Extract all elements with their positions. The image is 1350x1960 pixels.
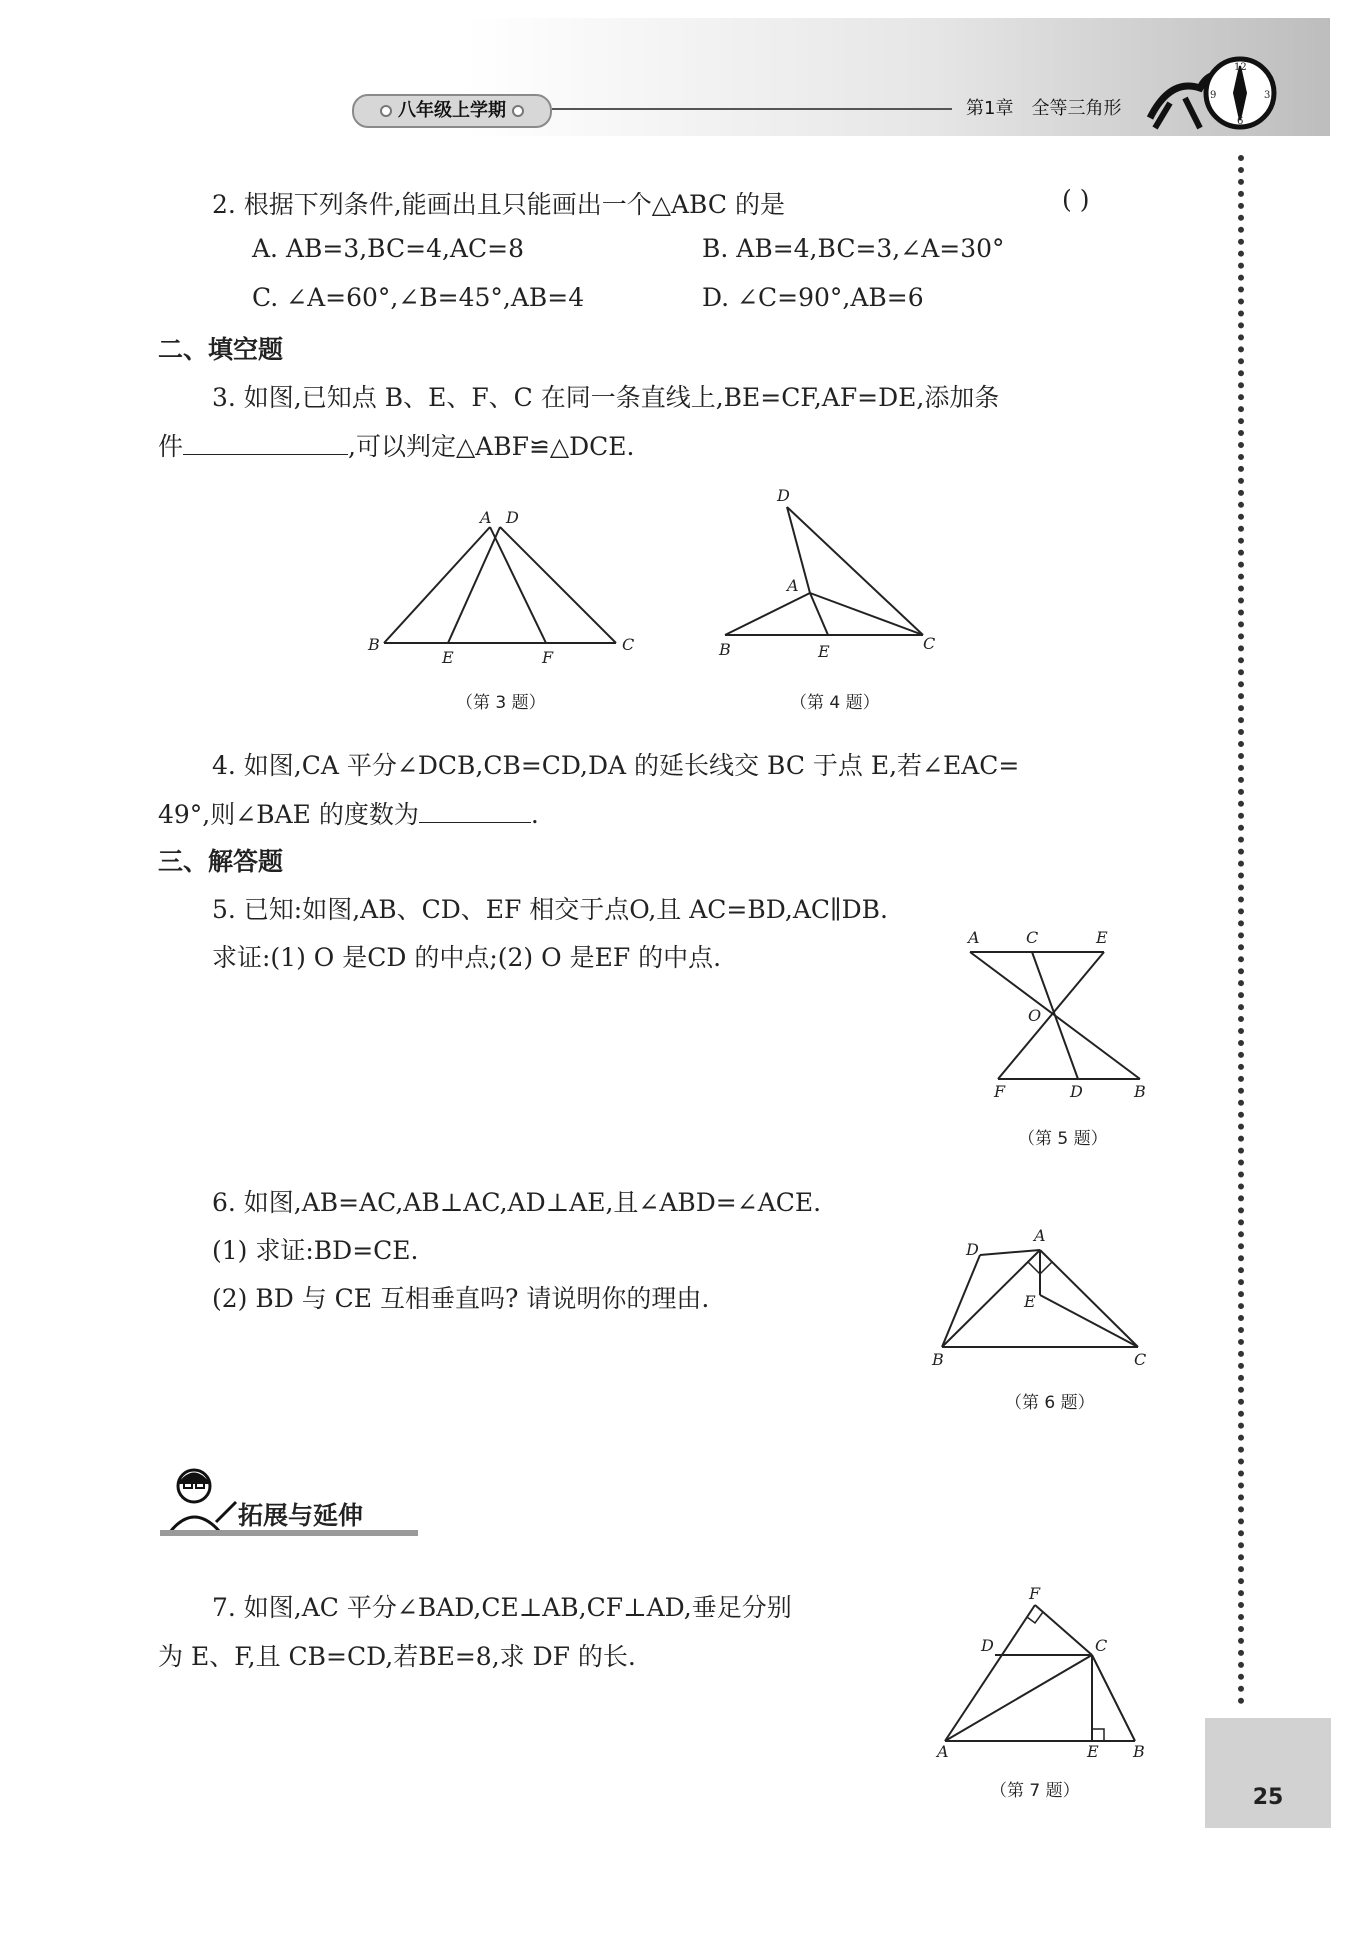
label-d: D [1070, 1082, 1083, 1101]
svg-text:9: 9 [1210, 90, 1217, 101]
q2-option-d: D. ∠C=90°,AB=6 [702, 283, 924, 312]
caption-q5: （第 5 题） [1018, 1129, 1108, 1149]
q3-line2-pre: 件 [158, 432, 184, 461]
page-number: 25 [1252, 1785, 1284, 1810]
caption-q3: （第 3 题） [456, 693, 546, 713]
caption-q6: （第 6 题） [1005, 1393, 1095, 1413]
segment-ac [945, 1655, 1092, 1741]
label-b: B [719, 640, 731, 659]
segment-cb [1092, 1655, 1135, 1741]
q4-answer-blank[interactable] [419, 800, 531, 823]
label-d: D [966, 1240, 979, 1259]
segment-ac [810, 593, 923, 635]
caption-q4: （第 4 题） [790, 693, 880, 713]
segment-ac [1040, 1250, 1138, 1347]
section-solve: 三、解答题 [158, 847, 284, 876]
figure-q5 [960, 925, 1160, 1100]
svg-text:12: 12 [1234, 62, 1247, 73]
figure-q7 [935, 1585, 1155, 1760]
q2-option-c: C. ∠A=60°,∠B=45°,AB=4 [252, 283, 585, 312]
segment-dc [787, 507, 923, 635]
q4-line1: 4. 如图,CA 平分∠DCB,CB=CD,DA 的延长线交 BC 于点 E,若∠EAC= [212, 751, 1020, 780]
q4-line2-pre: 49°,则∠BAE 的度数为 [158, 800, 419, 829]
label-c: C [1134, 1350, 1147, 1369]
caption-q7: （第 7 题） [990, 1781, 1080, 1801]
extension-underline [160, 1530, 418, 1536]
section-fill-in: 二、填空题 [158, 335, 284, 364]
label-b: B [1133, 1742, 1145, 1761]
q5-line2: 求证:(1) O 是CD 的中点;(2) O 是EF 的中点. [212, 943, 722, 972]
label-a: A [1034, 1226, 1046, 1245]
label-a: A [937, 1742, 949, 1761]
q3-line2 [158, 427, 635, 463]
label-d: D [777, 486, 790, 505]
dot-icon [512, 105, 524, 117]
label-a: A [968, 928, 980, 947]
label-c: C [1095, 1636, 1108, 1655]
label-d: D [981, 1636, 994, 1655]
figure-q3 [360, 505, 650, 667]
label-e: E [1087, 1742, 1099, 1761]
margin-dotted-line [1238, 155, 1244, 1705]
q3-line2-post: ,可以判定△ABF≌△DCE. [348, 432, 635, 461]
label-c: C [923, 634, 936, 653]
q4-line2-post: . [530, 800, 539, 829]
label-c: C [1026, 928, 1039, 947]
label-b: B [368, 635, 380, 654]
figure-q6 [920, 1225, 1160, 1370]
label-e: E [442, 648, 454, 667]
q3-line1: 3. 如图,已知点 B、E、F、C 在同一条直线上,BE=CF,AF=DE,添加条 [212, 383, 1000, 412]
runner-clock-logo [1140, 48, 1290, 142]
right-angle-mark-e [1092, 1729, 1104, 1741]
q6-line1: 6. 如图,AB=AC,AB⊥AC,AD⊥AE,且∠ABD=∠ACE. [212, 1188, 822, 1217]
grade-badge [352, 94, 552, 128]
q5-line1: 5. 已知:如图,AB、CD、EF 相交于点O,且 AC=BD,AC∥DB. [212, 895, 888, 924]
segment-bd [942, 1255, 980, 1347]
label-c: C [622, 635, 635, 654]
q2-stem: 2. 根据下列条件,能画出且只能画出一个△ABC 的是 [212, 190, 785, 219]
chapter-heading [966, 94, 1139, 120]
chapter-number: 第1章 [966, 98, 1014, 119]
label-d: D [506, 508, 519, 527]
header-rule [552, 108, 952, 110]
figure-q4 [715, 485, 945, 660]
label-f: F [542, 648, 554, 667]
segment-af [945, 1605, 1035, 1741]
q7-line2: 为 E、F,且 CB=CD,若BE=8,求 DF 的长. [158, 1642, 636, 1671]
q3-answer-blank[interactable] [183, 432, 348, 455]
label-f: F [1029, 1584, 1041, 1603]
q6-line2: (1) 求证:BD=CE. [212, 1236, 419, 1265]
segment-ba [725, 593, 810, 635]
segment-da [980, 1250, 1040, 1255]
svg-text:6: 6 [1237, 116, 1244, 127]
q6-line3: (2) BD 与 CE 互相垂直吗? 请说明你的理由. [212, 1284, 710, 1313]
q2-option-a: A. AB=3,BC=4,AC=8 [252, 234, 524, 263]
label-b: B [1134, 1082, 1146, 1101]
label-o: O [1028, 1006, 1042, 1025]
q2-answer-paren: ( ) [1062, 185, 1090, 214]
chapter-title: 全等三角形 [1031, 98, 1122, 119]
q7-line1: 7. 如图,AC 平分∠BAD,CE⊥AB,CF⊥AD,垂足分别 [212, 1593, 792, 1622]
segment-ec [1040, 1295, 1138, 1347]
segment-ef [998, 952, 1104, 1079]
grade-label: 八年级上学期 [398, 100, 506, 121]
label-a: A [480, 508, 492, 527]
label-a: A [787, 576, 799, 595]
extension-title: 拓展与延伸 [238, 1501, 364, 1530]
page-number-box [1205, 1718, 1331, 1828]
label-f: F [994, 1082, 1006, 1101]
label-e: E [1096, 928, 1108, 947]
dot-icon [380, 105, 392, 117]
label-e: E [1024, 1292, 1036, 1311]
q2-option-b: B. AB=4,BC=3,∠A=30° [702, 234, 1005, 263]
label-b: B [932, 1350, 944, 1369]
q4-line2 [158, 795, 539, 831]
label-e: E [818, 642, 830, 661]
svg-text:3: 3 [1264, 90, 1271, 101]
